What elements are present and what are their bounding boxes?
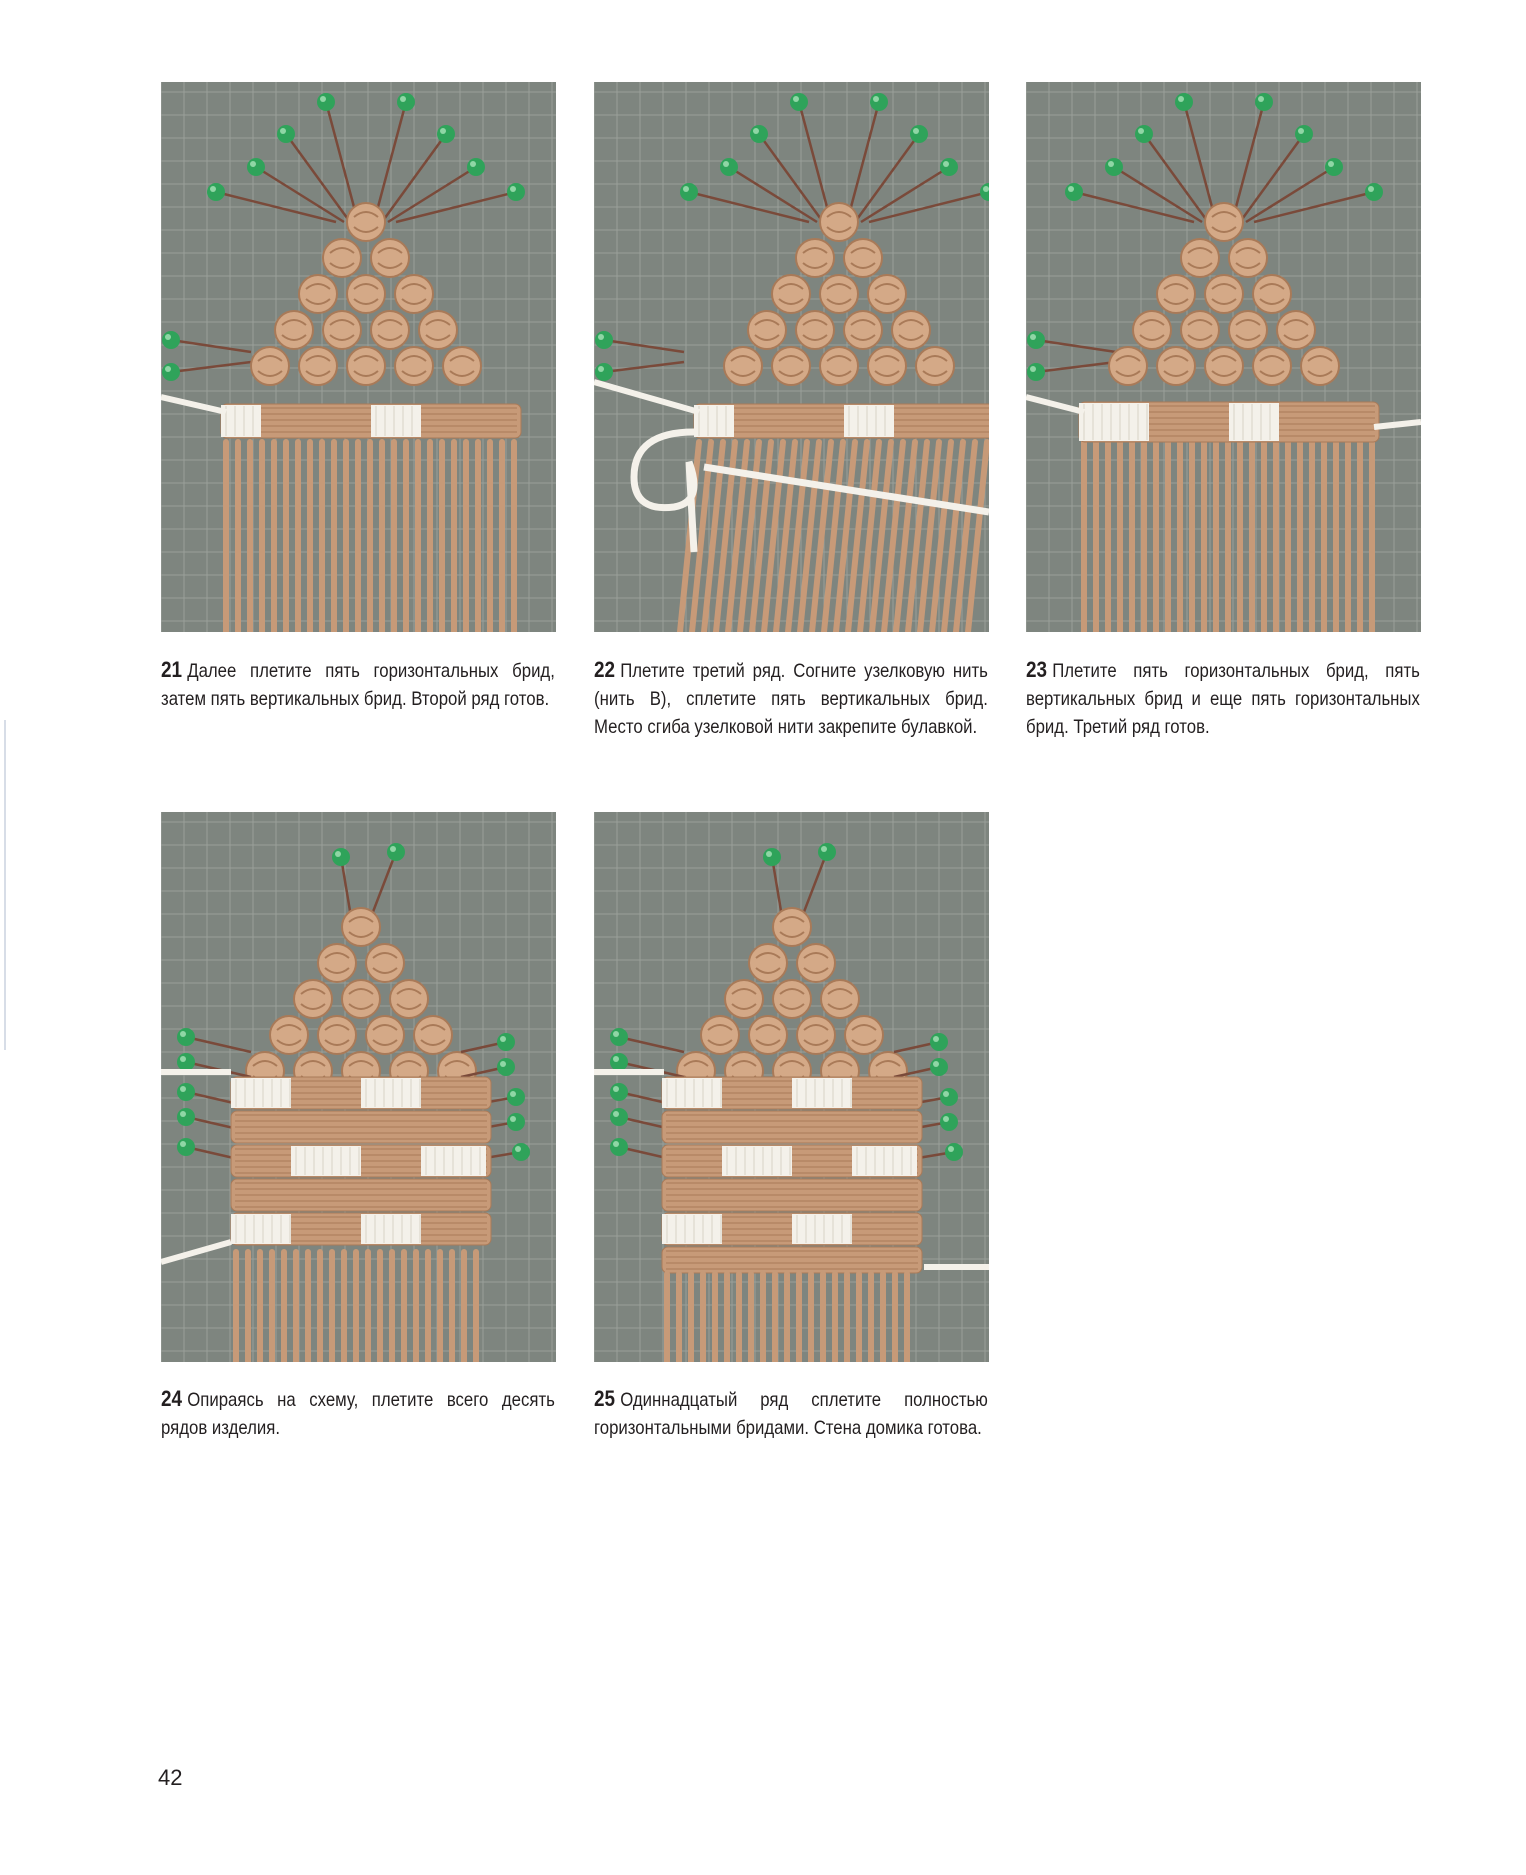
pin-highlight — [390, 846, 396, 852]
step-24-photo — [161, 812, 556, 1362]
pin-head — [610, 1028, 628, 1046]
knot — [773, 908, 811, 946]
pin-head — [467, 158, 485, 176]
pin-head — [512, 1143, 530, 1161]
pin-head — [497, 1058, 515, 1076]
knot — [701, 1016, 739, 1054]
pin-highlight — [933, 1036, 939, 1042]
page-number: 42 — [158, 1765, 183, 1790]
pin-head — [1255, 93, 1273, 111]
pin-head — [177, 1028, 195, 1046]
knot — [725, 980, 763, 1018]
pin-head — [507, 1113, 525, 1131]
step-number: 25 — [594, 1386, 616, 1411]
knot — [796, 311, 834, 349]
margin-mark — [4, 720, 6, 1050]
knot — [1277, 311, 1315, 349]
pin-head — [940, 158, 958, 176]
knot — [845, 1016, 883, 1054]
pin-highlight — [180, 1141, 186, 1147]
pin-highlight — [943, 161, 949, 167]
pin-head — [397, 93, 415, 111]
pin-highlight — [510, 1091, 516, 1097]
pin-highlight — [280, 128, 286, 134]
pin-head — [930, 1033, 948, 1051]
step-number: 24 — [161, 1386, 183, 1411]
pin-highlight — [210, 186, 216, 192]
knot — [1205, 347, 1243, 385]
pin-highlight — [180, 1111, 186, 1117]
knot — [371, 239, 409, 277]
knot — [821, 980, 859, 1018]
step-number: 22 — [594, 657, 616, 682]
pin-head — [507, 1088, 525, 1106]
pin-head — [437, 125, 455, 143]
knot-row — [694, 404, 989, 438]
pin-highlight — [1178, 96, 1184, 102]
knot — [347, 347, 385, 385]
pin-head — [1027, 363, 1045, 381]
pin-highlight — [613, 1031, 619, 1037]
pin-highlight — [180, 1031, 186, 1037]
white-brid — [662, 1214, 722, 1244]
step-text: Опираясь на схему, плетите всего десять рядов изделия. — [161, 1389, 555, 1439]
pin-highlight — [1068, 186, 1074, 192]
pin-head — [1365, 183, 1383, 201]
knot — [844, 311, 882, 349]
knot — [796, 239, 834, 277]
pin-head — [332, 848, 350, 866]
pin-head — [870, 93, 888, 111]
pin-head — [1175, 93, 1193, 111]
pin-head — [1065, 183, 1083, 201]
pin-highlight — [683, 186, 689, 192]
pin-highlight — [613, 1141, 619, 1147]
knot — [1253, 347, 1291, 385]
knot — [1205, 275, 1243, 313]
pin-head — [595, 331, 613, 349]
white-brid — [1229, 403, 1279, 441]
knot — [1205, 203, 1243, 241]
pin-head — [940, 1088, 958, 1106]
pin-head — [177, 1083, 195, 1101]
knot — [323, 311, 361, 349]
pin-highlight — [613, 1111, 619, 1117]
pin-highlight — [983, 186, 989, 192]
knot — [299, 275, 337, 313]
step-21-caption — [161, 656, 555, 713]
knot — [390, 980, 428, 1018]
pin-highlight — [180, 1086, 186, 1092]
white-brid — [231, 1078, 291, 1108]
pin-highlight — [1030, 334, 1036, 340]
pin-head — [1325, 158, 1343, 176]
knot — [797, 944, 835, 982]
pin-highlight — [1368, 186, 1374, 192]
knot — [342, 980, 380, 1018]
knot — [868, 275, 906, 313]
pin-highlight — [933, 1061, 939, 1067]
knot — [294, 980, 332, 1018]
pin-head — [1027, 331, 1045, 349]
white-brid — [792, 1078, 852, 1108]
pin-highlight — [1258, 96, 1264, 102]
pin-highlight — [723, 161, 729, 167]
knot — [1181, 311, 1219, 349]
knot — [318, 944, 356, 982]
pin-head — [610, 1108, 628, 1126]
step-23-caption — [1026, 656, 1420, 741]
pin-head — [177, 1053, 195, 1071]
step-21-photo — [161, 82, 556, 632]
pin-highlight — [165, 366, 171, 372]
pin-highlight — [913, 128, 919, 134]
knot — [1157, 275, 1195, 313]
knot — [395, 275, 433, 313]
knot — [366, 1016, 404, 1054]
pin-highlight — [510, 186, 516, 192]
knot — [772, 347, 810, 385]
pin-highlight — [943, 1091, 949, 1097]
pin-highlight — [1108, 161, 1114, 167]
pin-head — [162, 331, 180, 349]
knot — [916, 347, 954, 385]
white-brid — [694, 405, 734, 437]
white-brid — [231, 1214, 291, 1244]
pin-head — [317, 93, 335, 111]
step-22-caption — [594, 656, 988, 741]
pin-head — [387, 843, 405, 861]
pin-highlight — [440, 128, 446, 134]
knot — [414, 1016, 452, 1054]
knot — [748, 311, 786, 349]
white-brid — [371, 405, 421, 437]
pin-head — [610, 1138, 628, 1156]
pin-highlight — [598, 334, 604, 340]
step-text: Плетите третий ряд. Согните узелковую нить (нить В), сплетите пять вертикальных брид. Место сгиба узелковой нити закрепите булавкой. — [594, 660, 988, 738]
knot — [347, 203, 385, 241]
knot — [1229, 239, 1267, 277]
pin-highlight — [180, 1056, 186, 1062]
step-24-caption — [161, 1385, 555, 1442]
knot — [1109, 347, 1147, 385]
step-25-caption — [594, 1385, 988, 1442]
step-text: Одиннадцатый ряд сплетите полностью горизонтальными бридами. Стена домика готова. — [594, 1389, 988, 1439]
knot — [443, 347, 481, 385]
knot — [844, 239, 882, 277]
knot — [749, 944, 787, 982]
knot — [892, 311, 930, 349]
white-brid — [792, 1214, 852, 1244]
knot — [318, 1016, 356, 1054]
pin-head — [680, 183, 698, 201]
knot — [342, 908, 380, 946]
knot — [1253, 275, 1291, 313]
pin-highlight — [948, 1146, 954, 1152]
knot — [371, 311, 409, 349]
knot — [797, 1016, 835, 1054]
knot — [419, 311, 457, 349]
pin-head — [930, 1058, 948, 1076]
pin-head — [277, 125, 295, 143]
knot — [749, 1016, 787, 1054]
pin-highlight — [250, 161, 256, 167]
pin-head — [910, 125, 928, 143]
pin-head — [790, 93, 808, 111]
pin-highlight — [515, 1146, 521, 1152]
pin-head — [247, 158, 265, 176]
pin-head — [1295, 125, 1313, 143]
knot — [347, 275, 385, 313]
pin-highlight — [793, 96, 799, 102]
knot — [868, 347, 906, 385]
pin-highlight — [1138, 128, 1144, 134]
pin-highlight — [598, 366, 604, 372]
pin-highlight — [613, 1086, 619, 1092]
knot — [820, 347, 858, 385]
pin-head — [750, 125, 768, 143]
step-text: Далее плетите пять горизонтальных брид, затем пять вертикальных брид. Второй ряд готов. — [161, 660, 555, 710]
white-brid — [361, 1214, 421, 1244]
knot — [724, 347, 762, 385]
pin-highlight — [613, 1056, 619, 1062]
pin-head — [497, 1033, 515, 1051]
knot — [270, 1016, 308, 1054]
pin-highlight — [766, 851, 772, 857]
pin-head — [940, 1113, 958, 1131]
knot — [1229, 311, 1267, 349]
knot — [820, 203, 858, 241]
knot — [1181, 239, 1219, 277]
pin-head — [595, 363, 613, 381]
pin-head — [162, 363, 180, 381]
pin-head — [763, 848, 781, 866]
pin-highlight — [1030, 366, 1036, 372]
white-brid — [844, 405, 894, 437]
pin-highlight — [500, 1061, 506, 1067]
step-23-photo — [1026, 82, 1421, 632]
pin-head — [610, 1053, 628, 1071]
knot — [299, 347, 337, 385]
pin-highlight — [1328, 161, 1334, 167]
pin-highlight — [1298, 128, 1304, 134]
pin-highlight — [165, 334, 171, 340]
step-text: Плетите пять горизонтальных брид, пять вертикальных брид и еще пять горизонтальных брид. Третий ряд готов. — [1026, 660, 1420, 738]
knot — [1157, 347, 1195, 385]
knot — [820, 275, 858, 313]
pin-head — [1105, 158, 1123, 176]
pin-head — [818, 843, 836, 861]
pin-head — [207, 183, 225, 201]
pin-highlight — [470, 161, 476, 167]
pin-head — [720, 158, 738, 176]
step-22-photo — [594, 82, 989, 632]
pin-highlight — [320, 96, 326, 102]
pin-highlight — [510, 1116, 516, 1122]
knot — [1301, 347, 1339, 385]
pin-highlight — [335, 851, 341, 857]
white-brid — [662, 1078, 722, 1108]
step-number: 23 — [1026, 657, 1048, 682]
pin-highlight — [873, 96, 879, 102]
pin-head — [610, 1083, 628, 1101]
pin-highlight — [753, 128, 759, 134]
step-number: 21 — [161, 657, 183, 682]
knot — [772, 275, 810, 313]
knot — [275, 311, 313, 349]
pin-head — [507, 183, 525, 201]
pin-highlight — [821, 846, 827, 852]
pin-head — [177, 1108, 195, 1126]
knot — [251, 347, 289, 385]
knot — [773, 980, 811, 1018]
knot — [1133, 311, 1171, 349]
step-25-photo — [594, 812, 989, 1362]
pin-highlight — [400, 96, 406, 102]
white-brid — [221, 405, 261, 437]
knot — [366, 944, 404, 982]
white-brid — [361, 1078, 421, 1108]
pin-highlight — [943, 1116, 949, 1122]
pin-head — [177, 1138, 195, 1156]
knot — [323, 239, 361, 277]
knot — [395, 347, 433, 385]
pin-highlight — [500, 1036, 506, 1042]
pin-head — [945, 1143, 963, 1161]
pin-head — [1135, 125, 1153, 143]
